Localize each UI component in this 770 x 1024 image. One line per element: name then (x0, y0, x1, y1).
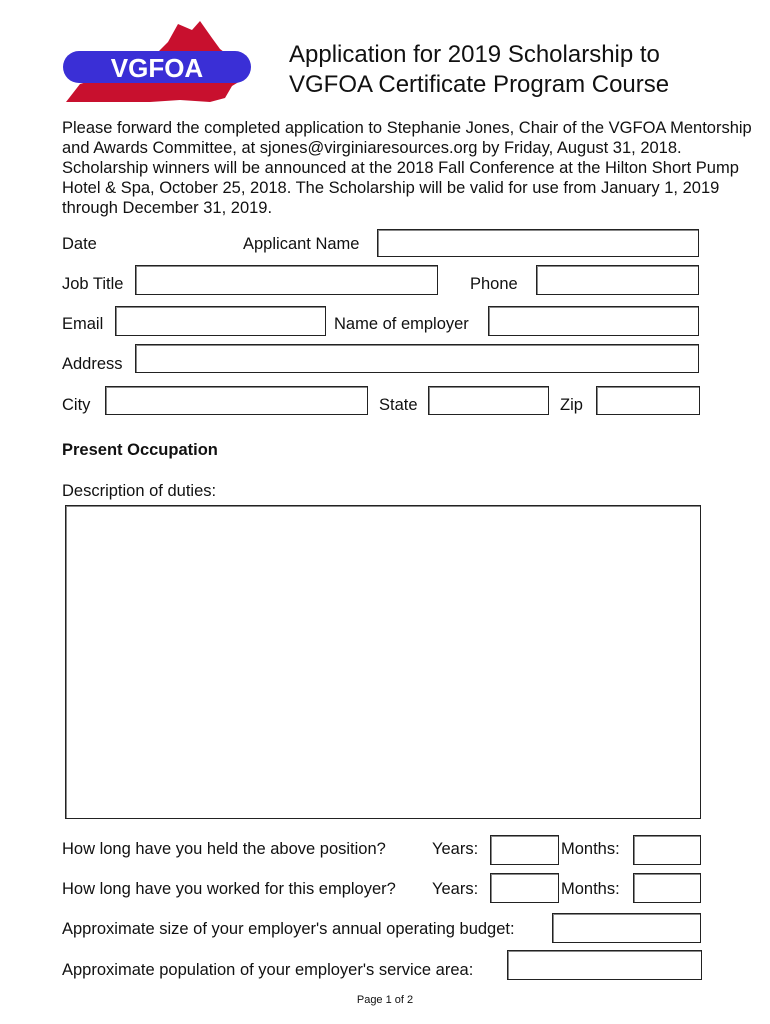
state-label: State (379, 396, 418, 414)
address-label: Address (62, 355, 123, 373)
title-line-2: VGFOA Certificate Program Course (289, 71, 670, 98)
employer-label: Name of employer (334, 315, 469, 333)
title-line-1: Application for 2019 Scholarship to (289, 41, 660, 68)
email-field[interactable] (115, 306, 326, 336)
email-label: Email (62, 315, 104, 333)
zip-field[interactable] (596, 386, 700, 415)
population-question: Approximate population of your employer's service area: (62, 961, 474, 979)
position-months-label: Months: (561, 840, 620, 858)
duties-label: Description of duties: (62, 482, 217, 500)
phone-label: Phone (470, 275, 518, 293)
present-occupation-heading: Present Occupation (62, 441, 218, 459)
form-title (289, 40, 669, 100)
employer-months-field[interactable] (633, 873, 701, 903)
intro-paragraph: Please forward the completed application to Stephanie Jones, Chair of the VGFOA Mentorship and Awards Committee, at sjones@virginiaresources.org by Friday, August 31, 2018. Scholarship winners will be announced at the 2018 Fall Conference at the Hilton Short Pump Hotel & Spa, October 25, 2018. The Scholarship will be valid for use from January 1, 2019 through December 31, 2019. (62, 119, 752, 217)
employer-field[interactable] (488, 306, 699, 336)
employer-years-field[interactable] (490, 873, 559, 903)
zip-label: Zip (560, 396, 583, 414)
page-number: Page 1 of 2 (356, 994, 414, 1006)
employer-years-label: Years: (432, 880, 479, 898)
date-label: Date (62, 235, 97, 253)
phone-field[interactable] (536, 265, 699, 295)
position-months-field[interactable] (633, 835, 701, 865)
position-years-field[interactable] (490, 835, 559, 865)
employer-months-label: Months: (561, 880, 620, 898)
address-field[interactable] (135, 344, 699, 373)
budget-field[interactable] (552, 913, 701, 943)
duties-textarea[interactable] (65, 505, 701, 819)
logo-text: VGFOA (110, 53, 204, 83)
employer-tenure-question: How long have you worked for this employer? (62, 880, 396, 898)
population-field[interactable] (507, 950, 702, 980)
applicant-name-label: Applicant Name (243, 235, 360, 253)
job-title-label: Job Title (62, 275, 124, 293)
state-field[interactable] (428, 386, 549, 415)
city-field[interactable] (105, 386, 368, 415)
job-title-field[interactable] (135, 265, 438, 295)
applicant-name-field[interactable] (377, 229, 699, 257)
city-label: City (62, 396, 91, 414)
vgfoa-logo (60, 18, 255, 104)
budget-question: Approximate size of your employer's annual operating budget: (62, 920, 515, 938)
position-years-label: Years: (432, 840, 479, 858)
position-tenure-question: How long have you held the above position? (62, 840, 386, 858)
